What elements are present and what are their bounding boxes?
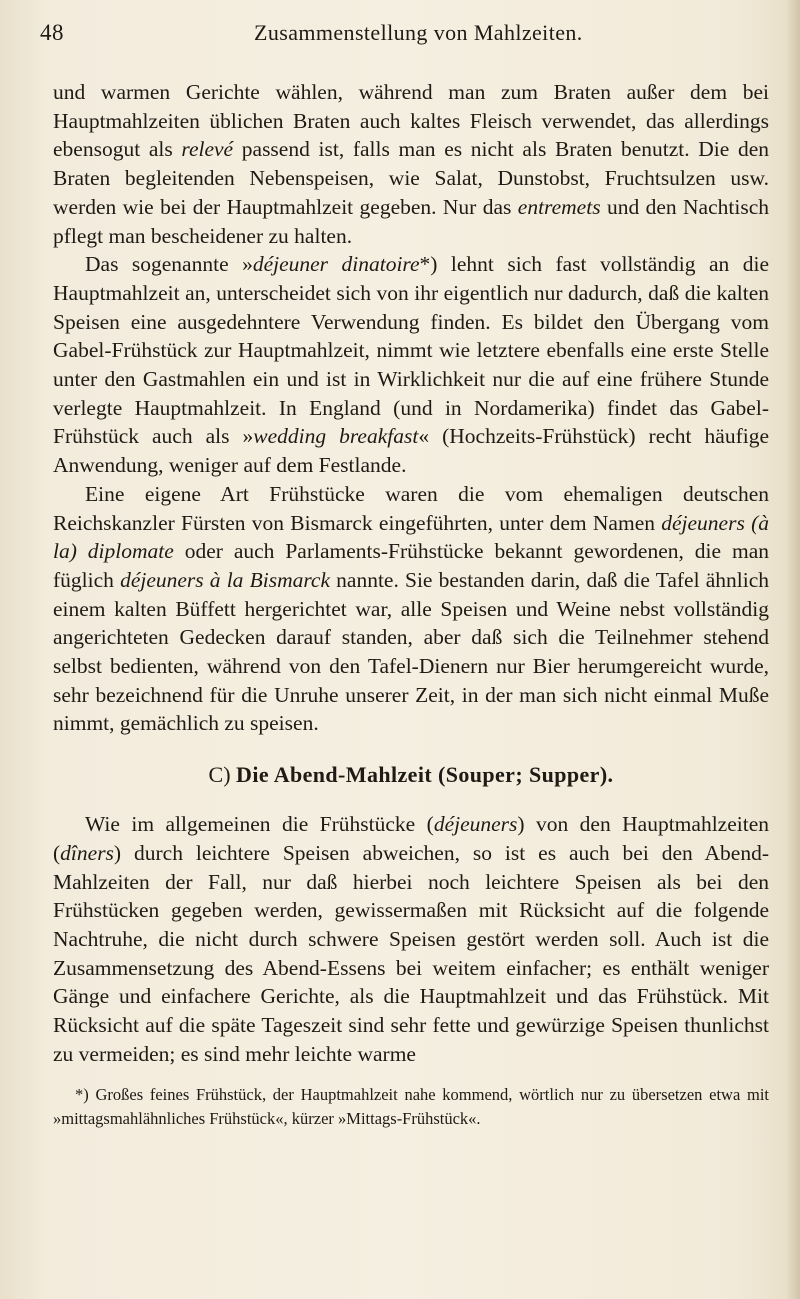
paragraph bbox=[53, 78, 769, 250]
italic-term: entremets bbox=[517, 194, 601, 219]
text-run: « (Hochzeits-Frühstück) recht häufige Anwendung, weniger auf dem Festlande. bbox=[53, 424, 770, 478]
text-run: ) durch leichtere Speisen abweichen, so ist es auch bei den Abend-Mahlzeiten der Fall, nur daß hierbei noch leichtere Speisen als bei den Frühstücken gegeben werden, gewissermaßen mit Rücksicht auf die folgende Nachtruhe, die nicht durch schwere Speisen gestört werden soll. Auch ist die Zusammensetzung des Abend-Essens bei weitem einfacher; es enthält weniger Gänge und einfachere Gerichte, als die Hauptmahlzeit und das Frühstück. Mit Rücksicht auf die späte Tageszeit sind sehr fette und gewürzige Speisen thunlichst zu vermeiden; es sind mehr leichte warme bbox=[53, 840, 769, 1066]
section-title: Die Abend-Mahlzeit (Souper; Supper). bbox=[236, 762, 614, 788]
paragraph bbox=[53, 810, 769, 1068]
text-run: oder auch Parlaments-Frühstücke bekannt gewordenen, die man füglich bbox=[53, 539, 769, 592]
page-body bbox=[53, 78, 769, 1131]
italic-term: déjeuners (à la) diplomate bbox=[53, 510, 769, 564]
paragraph bbox=[53, 250, 769, 480]
paragraph bbox=[53, 480, 769, 738]
footnote: *) Großes feines Frühstück, der Hauptmahlzeit nahe kommend, wörtlich nur zu übersetzen etwa mit »mittagsmahlähnliches Frühstück«, kürzer »Mittags-Frühstück«. bbox=[53, 1084, 769, 1128]
text-run: passend ist, falls man es nicht als Braten benutzt. Die den Braten begleitenden Nebenspeisen, wie Salat, Dunstobst, Fruchtsulzen usw. werden wie bei der Hauptmahlzeit gegeben. Nur das bbox=[53, 137, 770, 219]
text-run: und den Nachtisch pflegt man bescheidener zu halten. bbox=[53, 194, 769, 248]
section-heading bbox=[53, 760, 769, 790]
text-run: Wie im allgemeinen die Frühstücke ( bbox=[85, 812, 434, 837]
text-run: und warmen Gerichte wählen, während man zum Braten außer dem bei Hauptmahlzeiten üblichen Braten auch kaltes Fleisch verwendet, das allerdings ebensogut als bbox=[53, 80, 769, 162]
italic-term: déjeuners à la Bismarck bbox=[120, 567, 330, 592]
text-run: nannte. Sie bestanden darin, daß die Tafel ähnlich einem kalten Büffett hergerichtet war, alle Speisen und Weine nebst vollständig angerichteten Gedecken darauf standen, aber daß sich die Teilnehmer stehend selbst bedienten, während von den Tafel-Dienern nur Bier herumgereicht wurde, sehr bezeichnend für die Unruhe unserer Zeit, in der man sich nicht einmal Muße nimmt, gemächlich zu speisen. bbox=[53, 567, 769, 736]
italic-term: relevé bbox=[181, 137, 234, 162]
text-run: *) lehnt sich fast vollständig an die Hauptmahlzeit an, unterscheidet sich von ihr eigentlich nur dadurch, daß die kalten Speisen eine ausgedehntere Verwendung finden. Es bildet den Übergang vom Gabel-Frühstück zur Hauptmahlzeit, nimmt wie letztere ebenfalls eine erste Stelle unter den Gastmahlen ein und ist in Wirklichkeit nur die auf eine frühere Stunde verlegte Hauptmahlzeit. In England (und in Nordamerika) findet das Gabel-Frühstück auch als » bbox=[53, 252, 769, 449]
italic-term: wedding breakfast bbox=[253, 424, 419, 449]
text-run: Das sogenannte » bbox=[85, 252, 253, 277]
italic-term: déjeuner dinatoire bbox=[252, 252, 420, 277]
text-run: ) von den Hauptmahlzeiten ( bbox=[53, 812, 769, 865]
text-run: Eine eigene Art Frühstücke waren die vom ehemaligen deutschen Reichskanzler Fürsten von Bismarck eingeführten, unter dem Namen bbox=[53, 481, 769, 535]
italic-term: déjeuners bbox=[433, 812, 518, 837]
running-title: Zusammenstellung von Mahlzeiten. bbox=[254, 20, 583, 45]
page-header bbox=[40, 20, 760, 50]
italic-term: dîners bbox=[60, 840, 114, 865]
section-prefix: C) bbox=[208, 762, 237, 788]
page-number: 48 bbox=[40, 20, 64, 45]
